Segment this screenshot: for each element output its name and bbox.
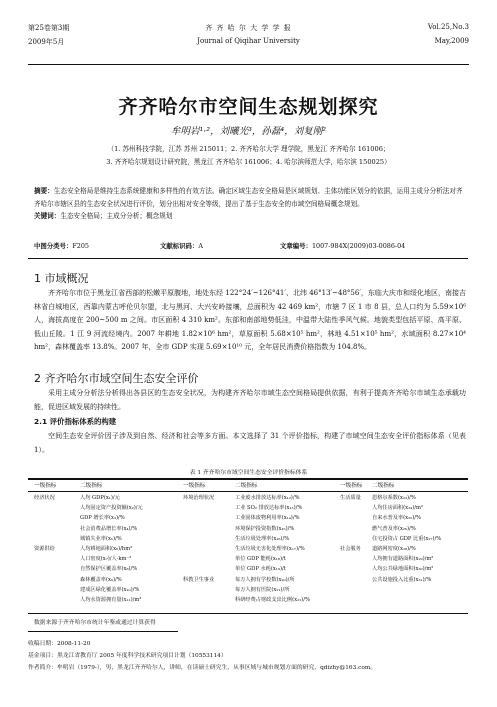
affiliation-line: 3. 齐齐哈尔规划设计研究院，黑龙江 齐齐哈尔 161006；4. 哈尔滨师范大学，哈尔滨 150025） — [106, 158, 391, 166]
table-cell: 单位 GDP 水耗(x₁₉)/t — [235, 566, 286, 573]
table-cell: 社会消费品增长率(x₄)/% — [80, 525, 138, 532]
abstract-text: 生态安全格局是维持生态系统健康和多样性的有效方法。确定区域生态安全格局是区域规划、主体功能区划分的依据，运用主成分分析法对齐齐哈尔市辖区县的生态安全状况进行评价，划分出相对安全等级，提出了基于生态安全的市域空间格局概念规划。 — [34, 187, 463, 208]
table-cell: 人口密度(x₇)/人·km⁻² — [80, 556, 132, 563]
table-cell: 人均拥有道路面积(x₂₉)/m² — [372, 556, 434, 563]
article-title: 齐齐哈尔市空间生态规划探究 — [118, 96, 379, 118]
section-1-paragraph: 齐齐哈尔市位于黑龙江省西部的松嫩平原腹地，地处东经 122°24′~126°41′、北纬 46°13′~48°56′，东临大庆市和绥化地区，南接吉林省白城地区，西靠内蒙古呼伦贝尔盟，北与黑河、大兴安岭接壤，总面积为 42 469 km²，市辖 7 区 1 市 8 县，总人口约为 5.59×10⁶ 人，海拔高度在 200~500 m 之间。市区面积 4 310 km²。东部和南部地势低洼，中温带大陆性季风气候。地貌类型包括平原、高平原、低山丘陵。1 江 9 河流经境内。2007 年耕地 1.82×10⁶ hm²，草原面积 5.68×10⁵ hm²，林地 4.51×10⁵ hm²，水域面积 8.27×10⁴ hm²，森林覆盖率 13.8%。2007 年，全市 GDP 实现 5.69×10¹⁰ 元，全年居民消费价格指数为 104.8%。 — [34, 289, 466, 351]
date-en: May,2009 — [434, 37, 469, 45]
footnote-rule — [28, 631, 178, 632]
table-header: 一级指标 — [34, 483, 57, 489]
table-cell: 道路网密度(x₂₈)/% — [372, 546, 416, 552]
table-cell: 人均 GDP(x₁)/元 — [80, 495, 120, 501]
journal-name-cn: 齐 齐 哈 尔 大 学 学 报 — [205, 24, 292, 32]
table-cell: 单位 GDP 能耗(x₁₈)/t — [235, 556, 286, 563]
table-cell: 工业 SO₂ 排放达标率(x₁₃)/% — [235, 505, 303, 512]
document-code: 文献标识码：A — [160, 242, 203, 250]
table-group-label: 经济状况 — [34, 495, 55, 501]
table-group-label: 社会服务 — [340, 546, 361, 552]
date-cn: 2009年5月 — [28, 38, 65, 46]
footnote-author: 作者简介：牟明岩（1979-），男，黑龙江齐齐哈尔人，讲师，在读硕士研究生，从事区域与城市规划方面的研究，qdizhy@163.com。 — [28, 665, 377, 671]
table-cell: 城镇失业率(x₅)/% — [80, 535, 122, 542]
table-cell: 自来水普及率(x₂₅)/% — [372, 515, 421, 522]
keywords-text: 生态安全格局；主成分分析；概念规划 — [60, 212, 173, 220]
table-cell: 住宅投资占 GDP 比重(x₂₇)/% — [372, 535, 442, 542]
abstract — [34, 185, 466, 223]
table-caption: 表 1 齐齐哈尔市域空间生态安全评价指标体系 — [189, 470, 308, 476]
table-header: 二级指标 — [80, 483, 103, 489]
table-cell: 生活垃圾处理率(x₁₆)/% — [235, 535, 290, 542]
article-number: 文章编号：1007-984X(2009)03-0086-04 — [280, 242, 406, 250]
table-cell: 恩格尔系数(x₂₃)/% — [372, 495, 416, 501]
table-cell: 工业废水排放达标率(x₁₂)/% — [235, 495, 300, 501]
volume-en: Vol.25,No.3 — [427, 23, 469, 31]
affiliation-line: （1. 苏州科技学院，江苏 苏州 215011；2. 齐齐哈尔大学 理学院，黑龙江 齐齐哈尔 161006； — [107, 145, 390, 153]
table-cell: 森林覆盖率(x₉)/% — [80, 576, 122, 583]
abstract-label: 摘要： — [34, 187, 54, 195]
table-note: 数据来源于齐齐哈尔市统计年鉴或通过计算获得 — [34, 620, 156, 626]
table-header-rule — [28, 491, 468, 492]
table-group-label: 环境治理状况 — [183, 495, 215, 501]
table-cell: 每万人拥有学校数(x₂₀)/所 — [235, 576, 295, 583]
table-group-label: 科教卫生事业 — [183, 576, 215, 583]
table-header: 一级指标 — [340, 483, 363, 489]
table-header: 二级指标 — [235, 483, 258, 489]
table-cell: 科研经费占财政支出比例(x₂₂)/% — [235, 597, 310, 603]
table-cell: 每万人拥有医院(x₂₁)/所 — [235, 586, 290, 593]
table-header: 一级指标 — [183, 483, 206, 489]
section-heading-2: 2 齐齐哈尔市域空间生态安全评价 — [34, 372, 199, 385]
journal-name-en: Journal of Qiqihar University — [197, 37, 300, 45]
footnote-fund: 基金项目：黑龙江省教育厅 2005 年度科学技术研究项目计划（10553114） — [28, 653, 227, 659]
table-top-rule — [28, 478, 468, 480]
table-cell: 人均水资源拥有量(x₁₁)/m³ — [80, 597, 142, 603]
keywords — [34, 210, 466, 223]
table-cell: 公共设施投入比重(x₃₁)/% — [372, 576, 432, 583]
table-cell: 人均耕地面积(x₆)/hm² — [80, 546, 133, 552]
subsection-heading-2-1: 2.1 评价指标体系的构建 — [34, 417, 117, 426]
running-header — [28, 20, 469, 65]
table-cell: GDP 增长率(x₃)/% — [80, 515, 125, 522]
subsection-2-1-paragraph: 空间生态安全评价因子涉及到自然、经济和社会等多方面。本文选择了 31 个评价指标，构建了市域空间生态安全评价指标体系（见表 1）。 — [34, 432, 466, 454]
clc-number: 中图分类号：F205 — [34, 242, 89, 250]
table-cell: 生活垃圾无害化处理率(x₁₇)/% — [235, 546, 305, 552]
table-cell: 人均住房面积(x₂₄)/m² — [372, 505, 424, 512]
keywords-label: 关键词： — [34, 212, 61, 220]
divider — [28, 258, 468, 259]
table-bottom-rule — [28, 613, 468, 614]
table-cell: 环境保护投资指数(x₁₅)/% — [235, 525, 295, 532]
table-group-label: 生活质量 — [340, 495, 361, 501]
volume-cn: 第25卷第3期 — [28, 24, 70, 32]
table-cell: 工业固体废物利用率(x₁₄)/% — [235, 515, 300, 522]
table-cell: 人均公共绿地面积(x₃₀)/m² — [372, 566, 434, 573]
table-cell: 人均固定资产投资额(x₂)/元 — [80, 505, 143, 512]
table-cell: 建成区绿化覆盖率(x₁₀)/% — [80, 586, 140, 593]
footnote-received: 收稿日期：2008-11-20 — [28, 641, 91, 647]
table-group-label: 资源供给 — [34, 546, 55, 552]
section-heading-1: 1 市域概况 — [34, 272, 89, 285]
section-2-paragraph: 采用主成分分析法分析得出各县区的生态安全状况，为构建齐齐哈尔市域生态空间格局提供依据，有利于提高齐齐哈尔市域生态承载功能，促进区域发展的持续性。 — [34, 389, 466, 411]
affiliations — [0, 143, 497, 169]
authors: 牟明岩¹·²，刘曦光³，孙磊⁴，刘复刚² — [170, 126, 327, 137]
table-header: 二级指标 — [372, 483, 395, 489]
table-cell: 燃气普及率(x₂₆)/% — [372, 525, 416, 532]
table-cell: 自然保护区覆盖率(x₈)/% — [80, 566, 138, 573]
